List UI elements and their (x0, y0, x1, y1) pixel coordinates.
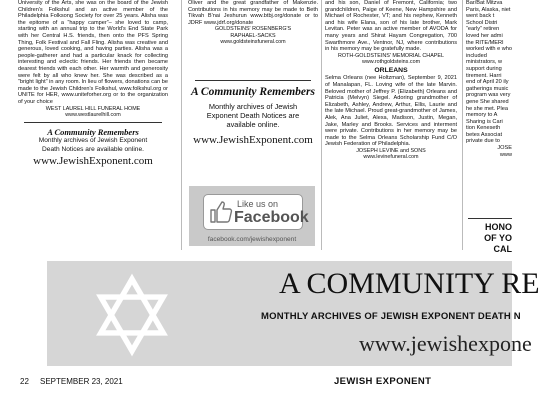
obituary-text: University of the Arts, she was on the board of the Jewish Children's Folkshul and an active member of the Philadelphia Folksong Society for over 25 years. Alisha was the epitome of a “happy camper”– she loved to camp, starting with an annual trip to the World's End State Park with her Central H.S. friends, then onto the PFS Spring Thing, Folk Festival and Fall Fling. Alisha was creative and generous, loved cooking, and having parties. Alisha was a people-gatherer and had a particular knack for collecting interesting and eclectic friends. Her friends then became dearest friends with each other. Her warmth and generosity were felt by all who knew her. She was described as a “bright light” in any room. In lieu of flowers, donations can be made to the Jewish Children's Folkshul, www.folkshul.org or UNITE for HER, www.uniteforher.org or to the organization of your choice (18, 0, 168, 105)
like-us-label: Like us on (237, 199, 279, 209)
ad-heading: A Community Remembers (191, 86, 315, 98)
community-banner (47, 261, 540, 366)
banner-heading: A COMMUNITY RE (279, 267, 540, 300)
honor-ad (470, 222, 512, 255)
publication-name: JEWISH EXPONENT (334, 376, 432, 387)
page-number: 22 (20, 377, 29, 386)
funeral-home-url[interactable]: www.westlaurelhill.com (65, 111, 121, 118)
ad-text: Monthly archives of Jewish Exponent Death Notices are available online. (206, 102, 300, 129)
column-divider (321, 0, 322, 250)
issue-date: SEPTEMBER 23, 2021 (40, 377, 123, 386)
honor-line-2: OF YO (484, 233, 512, 243)
divider (468, 218, 512, 219)
ad-text: Monthly archives of Jewish Exponent Death Notices are available online. (38, 137, 148, 153)
funeral-home-name: WEST LAUREL HILL FUNERAL HOME (45, 105, 141, 112)
funeral-home-name: JOSE (497, 145, 512, 152)
facebook-url[interactable]: facebook.com/jewishexponent (207, 236, 297, 243)
funeral-home-name: ROTH-GOLDSTEINS' MEMORIAL CHAPEL (338, 52, 444, 59)
facebook-ad[interactable] (189, 186, 315, 246)
column-divider (462, 0, 463, 250)
honor-line-3: CAL (493, 244, 512, 254)
funeral-home-url: www (499, 151, 512, 158)
banner-subheading: MONTHLY ARCHIVES OF JEWISH EXPONENT DEATH N (261, 311, 521, 322)
obituary-text: Oliver and the great grandfather of Makenzie. Contributions in his memory may be made to Beth Tikvah B'nai Jeshurun www.btbj.org/donate or to JDRF www.jdrf.org/donate (188, 0, 318, 26)
honor-line-1: HONO (485, 222, 512, 232)
ad-heading: A Community Remembers (47, 127, 139, 138)
funeral-home-url[interactable]: www.rothgoldsteins.com (361, 59, 421, 66)
column-1 (18, 0, 168, 168)
facebook-like-button[interactable] (203, 194, 309, 230)
obituary-name: ORLEANS (374, 67, 408, 75)
divider (24, 122, 162, 123)
funeral-home-name: JOSEPH LEVINE and SONS (356, 147, 426, 154)
obituary-text: Selma Orleans (nee Holtzman), September 9, 2021 of Manalapan, FL. Loving wife of the late Marvin. Beloved mother of Jeffrey P. (Elizabeth) Orleans and Patricia (Melvyn) Siegel. Adoring grandmother of Elizabeth, Ashley, Andrew, Arthur, Ellis, Laurie and the late Michael. Proud great-grandmother of James, Alek, Ana Juliet, Alexa, Madison, Justin, Megan, Jake, Marley and Brooks. Services and interment were private. Contributions in her memory may be made to the Selma Orleans Scholarship Fund C/O Jewish Federation of Philadelphia. (325, 75, 457, 148)
column-3 (325, 0, 457, 160)
ad-url[interactable]: www.JewishExponent.com (33, 155, 153, 168)
community-ad (188, 86, 318, 147)
column-2 (188, 0, 318, 45)
funeral-home-name: GOLDSTEINS' ROSENBERG'S RAPHAEL-SACKS (214, 26, 292, 39)
column-4 (466, 0, 512, 158)
column-divider (181, 0, 182, 250)
obituary-text: Bar/Bat Mitzva Paris, Alaska, niet went back t School Distri “early” retiren loved her admi the RITE/MERI worked with e who included ministrators, w support during tirement. Harri end of April 20 ily gatherings music program was very gene She shared he she met. Plea memory to A Sharing is Cari tion Keneseth betes Associat private due to (466, 0, 513, 145)
thumbs-up-icon (209, 200, 233, 224)
star-of-david-icon (93, 276, 171, 354)
funeral-home-url[interactable]: www.goldsteinsfuneral.com (220, 38, 286, 45)
divider (195, 80, 311, 81)
funeral-home-url[interactable]: www.levinefuneral.com (363, 154, 419, 161)
banner-url[interactable]: www.jewishexpone (359, 331, 532, 356)
facebook-label: Facebook (234, 209, 309, 226)
obituary-text: and his son, Daniel of Fremont, California; two grandchildren, Paige of Keene, New Hampshire and Michael of Rochester, VT; and his nephew, Kenneth and his wife Elana, son of his late brother, Mark Levitan. Peter was an active member of AVODA for many years and Shirat Hayam Congregation, 700 Swarthmore Ave., Ventnor, NJ, where contributions in his memory may be gratefully made. (325, 0, 457, 53)
ad-url[interactable]: www.JewishExponent.com (193, 134, 313, 146)
